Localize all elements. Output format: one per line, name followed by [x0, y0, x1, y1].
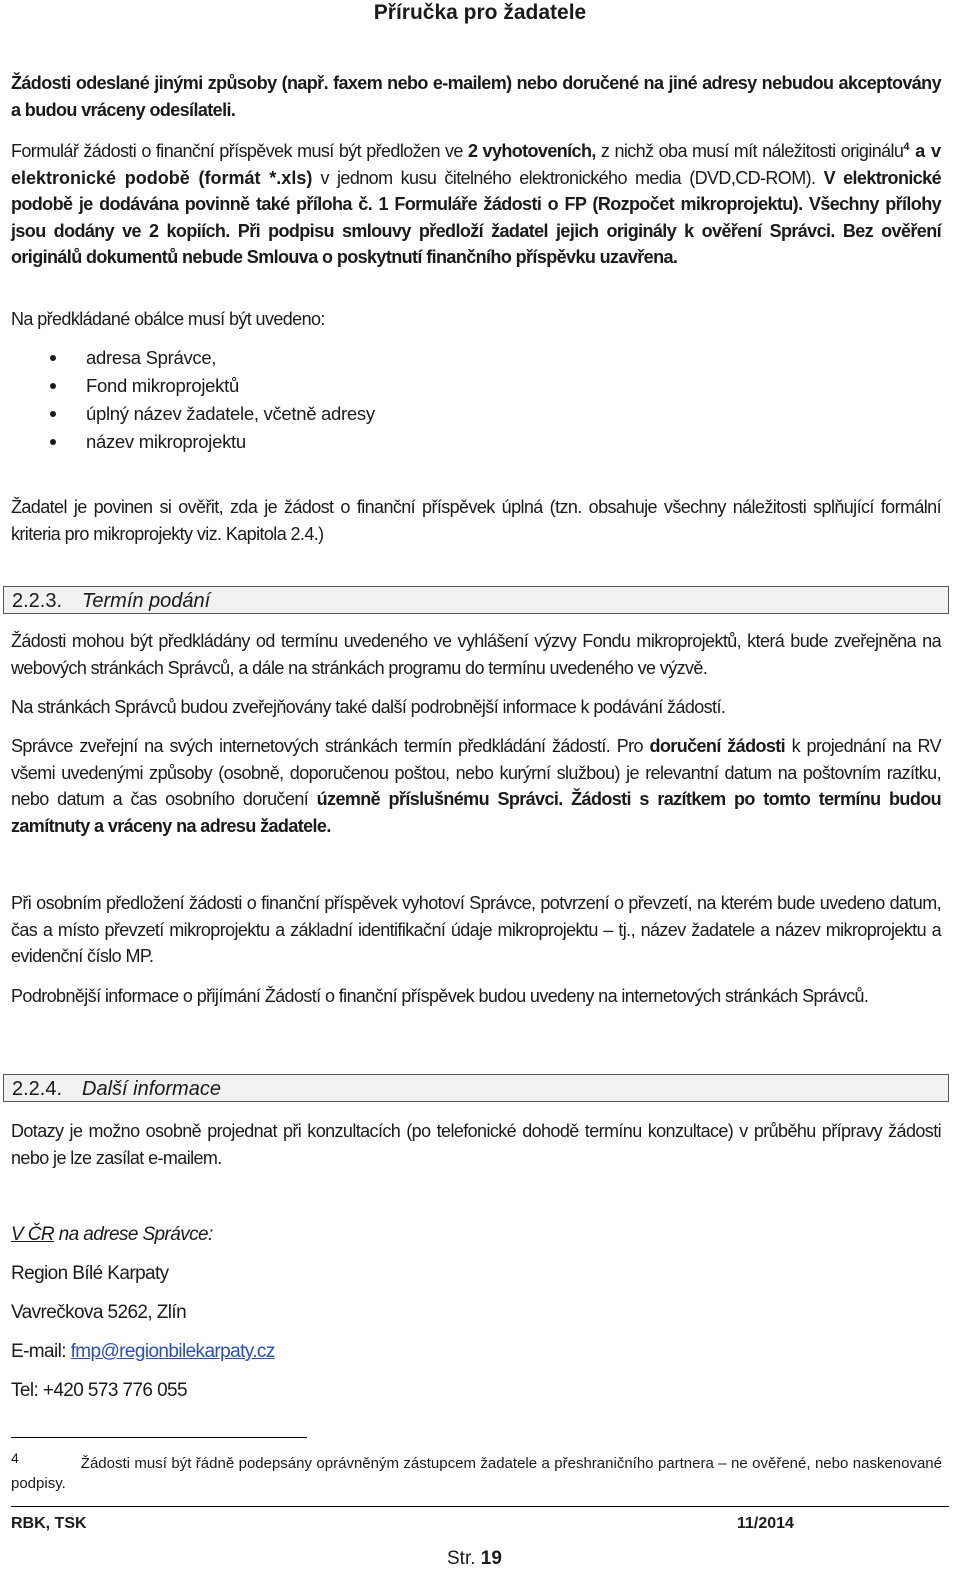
paragraph-envelope: Na předkládané obálce musí být uvedeno: — [11, 309, 325, 329]
list-item: název mikroprojektu — [50, 428, 375, 456]
page-number: Str. 19 — [447, 1548, 502, 1569]
footer-date: 11/2014 — [737, 1515, 794, 1532]
list-item: Fond mikroprojektů — [50, 372, 375, 400]
paragraph-other-methods: Žádosti odeslané jinými způsoby (např. faxem nebo e-mailem) nebo doručené na jiné adresy nebudou akceptovány a budou vráceny odesílateli. — [11, 73, 941, 120]
section-number: 2.2.4. — [12, 1078, 63, 1100]
bullet-icon — [50, 411, 56, 417]
footer-left: RBK, TSK — [11, 1515, 87, 1532]
section-number: 2.2.3. — [12, 590, 63, 612]
paragraph-questions: Dotazy je možno osobně projednat při konzultacích (po telefonické dohodě termínu konzultace) v průběhu přípravy žádosti nebo je lze zasílat e-mailem. — [11, 1121, 941, 1168]
section-heading-deadline — [3, 586, 949, 614]
paragraph-more-info: Podrobnější informace o přijímání Žádostí o finanční příspěvek budou uvedeny na internetových stránkách Správců. — [11, 986, 869, 1006]
footnote — [11, 1450, 942, 1494]
footer-divider — [11, 1506, 949, 1507]
paragraph-delivery: Správce zveřejní na svých internetových stránkách termín předkládání žádostí. Pro doručení žádosti k projednání na RV všemi uvedenými způsoby (osobně, doporučenou poštou, nebo kurýrní službou) je relevantní datum na poštovním razítku, nebo datum a čas osobního doručení územně příslušnému Správci. Žádosti s razítkem po tomto termínu budou zamítnuty a vráceny na adresu žadatele. — [11, 736, 942, 836]
footnote-ref: 4 — [903, 141, 910, 153]
section-title: Termín podání — [82, 590, 211, 612]
bullet-icon — [50, 355, 56, 361]
contact-heading: V ČR na adrese Správce: — [11, 1224, 213, 1245]
bullet-icon — [50, 439, 56, 445]
section-title: Další informace — [82, 1078, 221, 1100]
section-heading-more-info — [3, 1074, 949, 1102]
contact-email: E-mail: fmp@regionbilekarpaty.cz — [11, 1341, 275, 1362]
list-item: adresa Správce, — [50, 344, 375, 372]
contact-phone: Tel: +420 573 776 055 — [11, 1380, 187, 1401]
contact-organization: Region Bílé Karpaty — [11, 1263, 169, 1284]
paragraph-submission-period: Žádosti mohou být předkládány od termínu uvedeného ve vyhlášení výzvy Fondu mikroprojektů, která bude zveřejněna na webových stránkách Správců, a dále na stránkách programu do termínu uvedeného ve výzvě. — [11, 631, 941, 678]
paragraph-completeness: Žadatel je povinen si ověřit, zda je žádost o finanční příspěvek úplná (tzn. obsahuje všechny náležitosti splňující formální kriteria pro mikroprojekty viz. Kapitola 2.4.) — [11, 497, 941, 544]
contact-address: Vavrečkova 5262, Zlín — [11, 1302, 187, 1323]
paragraph-personal-submission: Při osobním předložení žádosti o finanční příspěvek vyhotoví Správce, potvrzení o převzetí, na kterém bude uvedeno datum, čas a místo převzetí mikroprojektu a základní identifikační údaje mikroprojektu – tj., název žadatele a název mikroprojektu a evidenční číslo MP. — [11, 893, 941, 966]
bullet-icon — [50, 383, 56, 389]
footnote-text: Žádosti musí být řádně podepsány oprávněným zástupcem žadatele a přeshraničního partnera – ne ověřené, nebo naskenované podpisy. — [11, 1455, 942, 1492]
paragraph-form-requirements: Formulář žádosti o finanční příspěvek musí být předložen ve 2 vyhotoveních, z nichž oba musí mít náležitosti originálu$^4$ a v elektronické podobě (formát *.xls) v jednom kusu čitelného elektronického media (DVD,CD-ROM). V elektronické podobě je dodávána povinně také příloha č. 1 Formuláře žádosti o FP (Rozpočet mikroprojektu). Všechny přílohy jsou dodány ve 2 kopiích. Při podpisu smlouvy předloží žadatel jejich originály k ověření Správci. Bez ověření originálů dokumentů nebude Smlouva o poskytnutí finančního příspěvku uzavřena. — [11, 141, 942, 267]
envelope-list — [50, 344, 375, 456]
footnote-number: 4 — [11, 1450, 19, 1466]
email-link[interactable]: fmp@regionbilekarpaty.cz — [70, 1341, 275, 1362]
page-title: Příručka pro žadatele — [373, 1, 587, 24]
paragraph-web-info: Na stránkách Správců budou zveřejňovány také další podrobnější informace k podávání žádostí. — [11, 697, 726, 717]
list-item: úplný název žadatele, včetně adresy — [50, 400, 375, 428]
footnote-separator — [11, 1437, 307, 1438]
